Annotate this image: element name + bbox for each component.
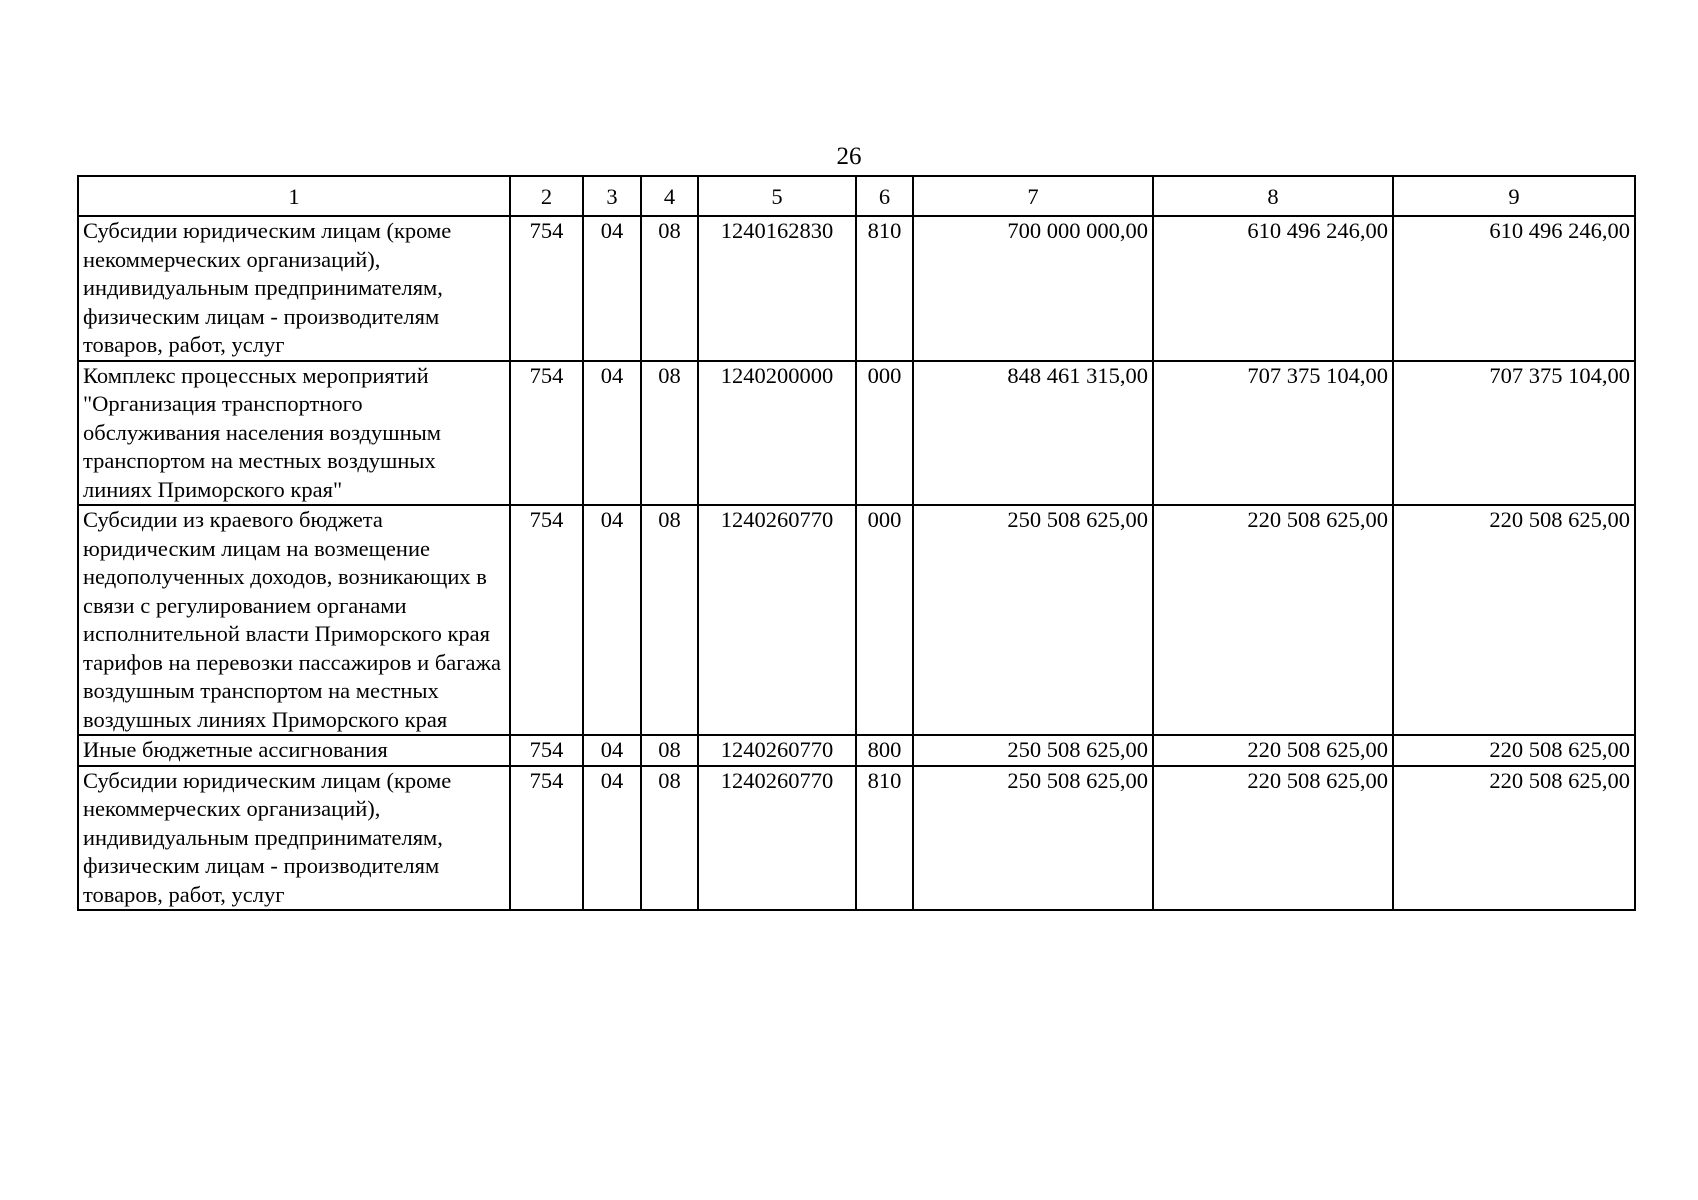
column-header: 6 — [856, 176, 913, 216]
amount-col-7: 250 508 625,00 — [913, 505, 1153, 735]
section-code: 04 — [583, 766, 641, 911]
table-row — [78, 216, 1635, 361]
row-name: Комплекс процессных мероприятий "Организация транспортного обслуживания населения воздушным транспортом на местных воздушных линиях Приморского края" — [78, 361, 510, 506]
table-row — [78, 766, 1635, 911]
subsection-code: 08 — [641, 216, 698, 361]
amount-col-8: 220 508 625,00 — [1153, 735, 1393, 766]
table-row — [78, 361, 1635, 506]
amount-col-7: 700 000 000,00 — [913, 216, 1153, 361]
column-header: 5 — [698, 176, 856, 216]
section-code: 04 — [583, 735, 641, 766]
expense-type-code: 810 — [856, 216, 913, 361]
expense-type-code: 810 — [856, 766, 913, 911]
budget-table — [77, 175, 1636, 911]
section-code: 04 — [583, 216, 641, 361]
row-name: Субсидии юридическим лицам (кроме некоммерческих организаций), индивидуальным предпринимателям, физическим лицам - производителям товаров, работ, услуг — [78, 216, 510, 361]
row-name: Субсидии из краевого бюджета юридическим лицам на возмещение недополученных доходов, возникающих в связи с регулированием органами исполнительной власти Приморского края тарифов на перевозки пассажиров и багажа воздушным транспортом на местных воздушных линиях Приморского края — [78, 505, 510, 735]
column-header: 4 — [641, 176, 698, 216]
expense-type-code: 000 — [856, 361, 913, 506]
amount-col-7: 250 508 625,00 — [913, 735, 1153, 766]
amount-col-9: 610 496 246,00 — [1393, 216, 1635, 361]
table-row — [78, 505, 1635, 735]
expense-type-code: 800 — [856, 735, 913, 766]
column-header: 9 — [1393, 176, 1635, 216]
amount-col-9: 220 508 625,00 — [1393, 766, 1635, 911]
page-number: 26 — [836, 143, 862, 170]
column-header: 1 — [78, 176, 510, 216]
header-row — [78, 176, 1635, 216]
amount-col-8: 220 508 625,00 — [1153, 505, 1393, 735]
section-code: 04 — [583, 361, 641, 506]
amount-col-9: 220 508 625,00 — [1393, 735, 1635, 766]
subsection-code: 08 — [641, 361, 698, 506]
section-code: 04 — [583, 505, 641, 735]
target-article-code: 1240260770 — [698, 766, 856, 911]
amount-col-8: 707 375 104,00 — [1153, 361, 1393, 506]
column-header: 3 — [583, 176, 641, 216]
ministry-code: 754 — [510, 735, 583, 766]
subsection-code: 08 — [641, 735, 698, 766]
ministry-code: 754 — [510, 216, 583, 361]
target-article-code: 1240260770 — [698, 505, 856, 735]
target-article-code: 1240162830 — [698, 216, 856, 361]
ministry-code: 754 — [510, 505, 583, 735]
row-name: Субсидии юридическим лицам (кроме некоммерческих организаций), индивидуальным предпринимателям, физическим лицам - производителям товаров, работ, услуг — [78, 766, 510, 911]
subsection-code: 08 — [641, 505, 698, 735]
target-article-code: 1240260770 — [698, 735, 856, 766]
row-name: Иные бюджетные ассигнования — [78, 735, 510, 766]
table-row — [78, 735, 1635, 766]
column-header: 7 — [913, 176, 1153, 216]
ministry-code: 754 — [510, 361, 583, 506]
amount-col-9: 707 375 104,00 — [1393, 361, 1635, 506]
column-header: 2 — [510, 176, 583, 216]
amount-col-7: 250 508 625,00 — [913, 766, 1153, 911]
amount-col-8: 220 508 625,00 — [1153, 766, 1393, 911]
ministry-code: 754 — [510, 766, 583, 911]
amount-col-9: 220 508 625,00 — [1393, 505, 1635, 735]
subsection-code: 08 — [641, 766, 698, 911]
column-header: 8 — [1153, 176, 1393, 216]
amount-col-7: 848 461 315,00 — [913, 361, 1153, 506]
target-article-code: 1240200000 — [698, 361, 856, 506]
expense-type-code: 000 — [856, 505, 913, 735]
amount-col-8: 610 496 246,00 — [1153, 216, 1393, 361]
